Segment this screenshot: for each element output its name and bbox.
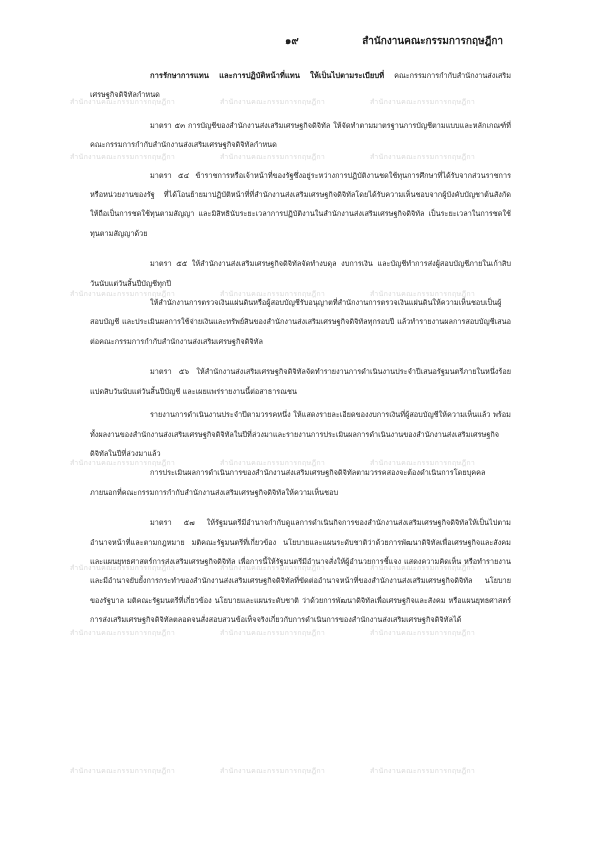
section-55-paragraph-2: ให้สำนักงานการตรวจเงินแผ่นดินหรือผู้สอบบัญชีรับอนุญาตที่สำนักงานการตรวจเงินแผ่นดินให้ความเห็นชอบเป็นผู้สอบบัญชี และประเมินผลการใช้จ่ายเงินและทรัพย์สินของสำนักงานส่งเสริมเศรษฐกิจดิจิทัลทุกรอบปี แล้วทำรายงานผลการสอบบัญชีเสนอต่อคณะกรรมการกำกับสำนักงานส่งเสริมเศรษฐกิจดิจิทัล xyxy=(90,298,511,346)
section-55: มาตรา ๕๕ ให้สำนักงานส่งเสริมเศรษฐกิจดิจิทัลจัดทำงบดุล งบการเงิน และบัญชีทำการส่งผู้สอบบัญชีภายในเก้าสิบวันนับแต่วันสิ้นปีบัญชีทุกปี xyxy=(90,259,511,288)
watermark-text: สำนักงานคณะกรรมการกฤษฎีกา xyxy=(70,629,176,637)
watermark-row xyxy=(70,766,530,776)
watermark-text: สำนักงานคณะกรรมการกฤษฎีกา xyxy=(370,153,476,161)
section-56-paragraph-2: รายงานการดำเนินงานประจำปีตามวรรคหนึ่ง ให้แสดงรายละเอียดของงบการเงินที่ผู้สอบบัญชีให้ความเห็นแล้ว พร้อมทั้งผลงานของสำนักงานส่งเสริมเศรษฐกิจดิจิทัลในปีที่ล่วงมาและรายงานการประเมินผลการดำเนินงานของสำนักงานส่งเสริมเศรษฐกิจดิจิทัลในปีที่ล่วงมาแล้ว xyxy=(90,410,511,458)
watermark-text: สำนักงานคณะกรรมการกฤษฎีกา xyxy=(370,459,476,467)
watermark-text: สำนักงานคณะกรรมการกฤษฎีกา xyxy=(70,290,176,298)
section-54: มาตรา ๕๔ ข้าราชการหรือเจ้าหน้าที่ของรัฐซึ่งอยู่ระหว่างการปฏิบัติงานชดใช้ทุนการศึกษาที่ได้รับจากส่วนราชการหรือหน่วยงานของรัฐ ที่ได้โอนย้ายมาปฏิบัติหน้าที่ที่สำนักงานส่งเสริมเศรษฐกิจดิจิทัลโดยได้รับความเห็นชอบจากผู้บังคับบัญชาต้นสังกัด ให้ถือเป็นการชดใช้ทุนตามสัญญา และมิสิทธินับระยะเวลาการปฏิบัติงานในสำนักงานส่งเสริมเศรษฐกิจดิจิทัล เป็นระยะเวลาในการชดใช้ทุนตามสัญญาด้วย xyxy=(90,170,511,238)
watermark-text: สำนักงานคณะกรรมการกฤษฎีกา xyxy=(220,98,326,106)
watermark-text: สำนักงานคณะกรรมการกฤษฎีกา xyxy=(70,153,176,161)
watermark-text: สำนักงานคณะกรรมการกฤษฎีกา xyxy=(220,153,326,161)
watermark-text: สำนักงานคณะกรรมการกฤษฎีกา xyxy=(70,767,176,775)
watermark-text: สำนักงานคณะกรรมการกฤษฎีกา xyxy=(370,767,476,775)
header-office-name: สำนักงานคณะกรรมการกฤษฎีกา xyxy=(362,36,503,47)
page-number: ๑๙ xyxy=(285,36,299,47)
document-body xyxy=(90,66,511,630)
section-57: มาตรา ๕๗ ให้รัฐมนตรีมีอำนาจกำกับดูแลการดำเนินกิจการของสำนักงานส่งเสริมเศรษฐกิจดิจิทัลให้เป็นไปตามอำนาจหน้าที่และตามกฎหมาย มติคณะรัฐมนตรีที่เกี่ยวข้อง นโยบายและแผนระดับชาติว่าด้วยการพัฒนาดิจิทัลเพื่อเศรษฐกิจและสังคม และแผนยุทธศาสตร์การส่งเสริมเศรษฐกิจดิจิทัล เพื่อการนี้ให้รัฐมนตรีมีอำนาจสั่งให้ผู้อำนวยการชี้แจง แสดงความคิดเห็น หรือทำรายงานและมีอำนาจยับยั้งการกระทำของสำนักงานส่งเสริมเศรษฐกิจดิจิทัลที่ขัดต่ออำนาจหน้าที่ของสำนักงานส่งเสริมเศรษฐกิจดิจิทัล นโยบายของรัฐบาล มติคณะรัฐมนตรีที่เกี่ยวข้อง นโยบายและแผนระดับชาติ ว่าด้วยการพัฒนาดิจิทัลเพื่อเศรษฐกิจและสังคม หรือแผนยุทธศาสตร์การส่งเสริมเศรษฐกิจดิจิทัลตลอดจนสั่งสอบสวนข้อเท็จจริงเกี่ยวกับการดำเนินการของสำนักงานส่งเสริมเศรษฐกิจดิจิทัลได้ xyxy=(90,518,511,625)
watermark-text: สำนักงานคณะกรรมการกฤษฎีกา xyxy=(220,767,326,775)
watermark-text: สำนักงานคณะกรรมการกฤษฎีกา xyxy=(370,629,476,637)
watermark-text: สำนักงานคณะกรรมการกฤษฎีกา xyxy=(370,290,476,298)
paragraph-heading: การรักษาการแทน และการปฏิบัติหน้าที่แทน ให้เป็นไปตามระเบียบที่ xyxy=(150,71,385,80)
watermark-text: สำนักงานคณะกรรมการกฤษฎีกา xyxy=(220,629,326,637)
paragraph-acting-duties xyxy=(90,66,511,105)
watermark-text: สำนักงานคณะกรรมการกฤษฎีกา xyxy=(220,290,326,298)
watermark-text: สำนักงานคณะกรรมการกฤษฎีกา xyxy=(370,98,476,106)
watermark-text: สำนักงานคณะกรรมการกฤษฎีกา xyxy=(220,564,326,572)
watermark-text: สำนักงานคณะกรรมการกฤษฎีกา xyxy=(70,459,176,467)
watermark-text: สำนักงานคณะกรรมการกฤษฎีกา xyxy=(70,564,176,572)
watermark-text: สำนักงานคณะกรรมการกฤษฎีกา xyxy=(70,98,176,106)
paragraph-text: คณะกรรมการกำกับสำนักงานส่งเสริมเศรษฐกิจดิจิทัลกำหนด xyxy=(90,71,511,100)
section-56-paragraph-3: การประเมินผลการดำเนินการของสำนักงานส่งเสริมเศรษฐกิจดิจิทัลตามวรรคสองจะต้องดำเนินการโดยบุคคลภายนอกที่คณะกรรมการกำกับสำนักงานส่งเสริมเศรษฐกิจดิจิทัลให้ความเห็นชอบ xyxy=(90,468,486,497)
section-56: มาตรา ๕๖ ให้สำนักงานส่งเสริมเศรษฐกิจดิจิทัลจัดทำรายงานการดำเนินงานประจำปีเสนอรัฐมนตรีภายในหนึ่งร้อยแปดสิบวันนับแต่วันสิ้นปีบัญชี และเผยแพร่รายงานนี้ต่อสาธารณชน xyxy=(90,367,511,396)
section-53: มาตรา ๕๓ การบัญชีของสำนักงานส่งเสริมเศรษฐกิจดิจิทัล ให้จัดทำตามมาตรฐานการบัญชีตามแบบและหลักเกณฑ์ที่คณะกรรมการกำกับสำนักงานส่งเสริมเศรษฐกิจดิจิทัลกำหนด xyxy=(90,120,511,150)
watermark-text: สำนักงานคณะกรรมการกฤษฎีกา xyxy=(220,459,326,467)
watermark-text: สำนักงานคณะกรรมการกฤษฎีกา xyxy=(370,564,476,572)
page-header xyxy=(0,34,595,50)
